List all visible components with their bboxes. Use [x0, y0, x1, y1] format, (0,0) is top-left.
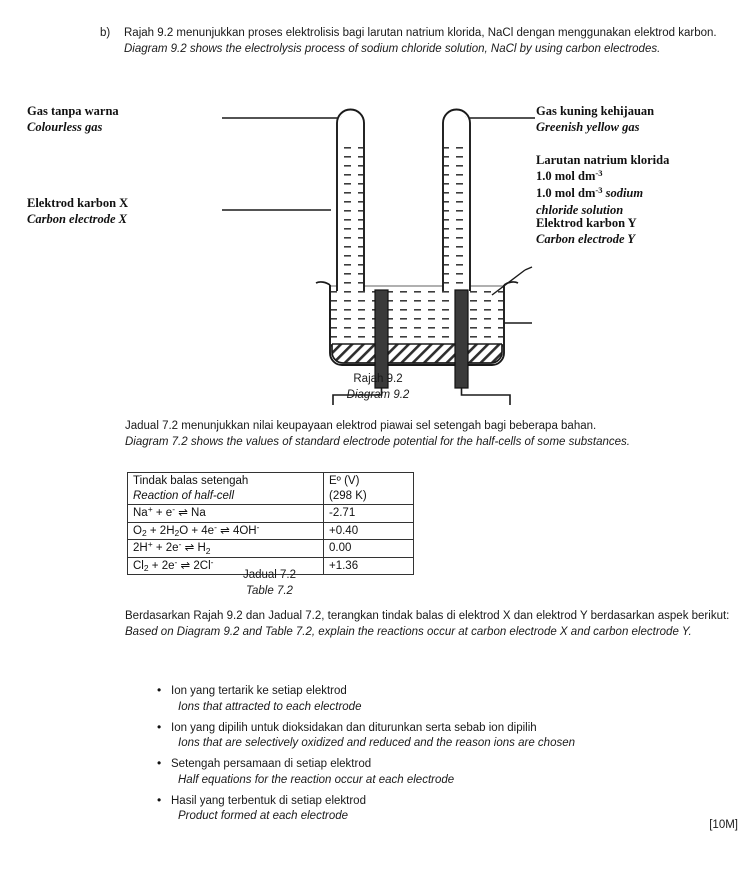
table-row: [128, 522, 414, 540]
cell-potential-0: -2.71: [324, 505, 414, 523]
bullet-2-ms: Setengah persamaan di setiap elektrod: [171, 758, 372, 770]
list-item: [155, 721, 745, 752]
label-greenish-yellow-gas: [536, 103, 654, 135]
bullet-1-ms: Ion yang dipilih untuk dioksidakan dan diturunkan serta sebab ion dipilih: [171, 721, 537, 734]
header-potential-line1: Eº (V): [329, 475, 360, 487]
list-item: [155, 757, 745, 788]
cell-potential-3: +1.36: [324, 557, 414, 575]
list-item: [155, 684, 745, 715]
header-reaction-cell: [128, 473, 324, 505]
label-solution-ms-line2: 1.0 mol $dm^{-3}$: [536, 168, 603, 183]
diagram-caption: [0, 372, 756, 403]
label-carbon-electrode-y-en: Carbon electrode Y: [536, 232, 636, 246]
table-row: [128, 540, 414, 558]
bullet-3-en: Product formed at each electrode: [178, 810, 349, 822]
cell-potential-2: 0.00: [324, 540, 414, 558]
cell-reaction-1: $O_2 + 2H_2O + 4e^-$ ⇌ 4OH-: [128, 522, 324, 540]
cell-reaction-2: 2H+ + 2e- ⇌ $H_2$: [128, 540, 324, 558]
question-stem: [124, 26, 750, 57]
diagram-caption-ms: Rajah 9.2: [353, 373, 403, 385]
instruction-block: [125, 609, 755, 640]
instruction-en: Based on Diagram 9.2 and Table 7.2, explain the reactions occur at carbon electrode X and carbon electrode Y.: [125, 625, 692, 638]
label-carbon-electrode-x-ms: Elektrod karbon X: [27, 196, 129, 210]
label-carbon-electrode-x: [27, 195, 128, 227]
electrolysis-diagram: [0, 95, 756, 405]
label-carbon-electrode-y: [536, 215, 637, 247]
instruction-ms: Berdasarkan Rajah 9.2 dan Jadual 7.2, terangkan tindak balas di elektrod X dan elektrod Y berdasarkan aspek berikut:: [125, 610, 730, 622]
header-potential-cell: [324, 473, 414, 505]
bullet-2-en: Half equations for the reaction occur at each electrode: [178, 773, 455, 786]
table-intro-en: Diagram 7.2 shows the values of standard electrode potential for the half-cells of some substances.: [125, 435, 630, 448]
label-colourless-gas-en: Colourless gas: [27, 120, 103, 134]
table-intro-ms: Jadual 7.2 menunjukkan nilai keupayaan elektrod piawai sel setengah bagi beberapa bahan.: [125, 420, 597, 432]
header-potential-line2: (298 K): [329, 489, 367, 502]
label-sodium-chloride-solution: [536, 152, 669, 218]
table-caption-ms: Jadual 7.2: [242, 569, 297, 581]
cell-potential-1: +0.40: [324, 522, 414, 540]
aspect-bullet-list: [155, 684, 745, 830]
list-item: [155, 794, 745, 825]
label-carbon-electrode-y-ms: Elektrod karbon Y: [536, 216, 637, 230]
bullet-0-en: Ions that attracted to each electrode: [178, 700, 362, 713]
label-greenish-yellow-gas-ms: Gas kuning kehijauan: [536, 104, 655, 118]
label-greenish-yellow-gas-en: Greenish yellow gas: [536, 120, 640, 134]
question-stem-english: Diagram 9.2 shows the electrolysis process of sodium chloride solution, NaCl by using carbon electrodes.: [124, 42, 661, 55]
label-solution-en-line1: 1.0 mol $dm^{-3}$ sodium: [536, 185, 644, 200]
marks-allocation: [10M]: [709, 819, 738, 831]
question-stem-malay: Rajah 9.2 menunjukkan proses elektrolisis bagi larutan natrium klorida, NaCl dengan menggunakan elektrod karbon.: [124, 27, 717, 39]
electrolysis-svg: [0, 95, 756, 405]
half-cell-table-wrapper: [127, 472, 414, 575]
question-b-block: [100, 26, 750, 57]
diagram-caption-en: Diagram 9.2: [346, 388, 410, 401]
half-cell-table-body: [128, 473, 414, 575]
table-row: [128, 505, 414, 523]
label-colourless-gas: [27, 103, 119, 135]
table-caption-en: Table 7.2: [246, 584, 293, 597]
cell-reaction-3: $Cl_2 + 2e^-$ ⇌ 2Cl-: [128, 557, 324, 575]
header-reaction-ms: Tindak balas setengah: [133, 475, 249, 487]
table-header-row: [128, 473, 414, 505]
header-reaction-en: Reaction of half-cell: [133, 489, 234, 502]
question-label: b): [100, 27, 111, 39]
label-solution-en-line2: chloride solution: [536, 203, 624, 217]
table-caption: [127, 568, 412, 599]
cell-reaction-0: Na+ + e- ⇌ Na: [128, 505, 324, 523]
bullet-3-ms: Hasil yang terbentuk di setiap elektrod: [171, 794, 366, 807]
label-solution-ms-line1: Larutan natrium klorida: [536, 153, 670, 167]
half-cell-table: [127, 472, 414, 575]
bullet-0-ms: Ion yang tertarik ke setiap elektrod: [171, 685, 347, 697]
bullet-1-en: Ions that are selectively oxidized and reduced and the reason ions are chosen: [178, 737, 576, 749]
solution-conc-sup-en: -3: [595, 185, 603, 195]
table-intro: [125, 419, 755, 450]
solution-conc-sup-ms: -3: [595, 168, 603, 178]
label-carbon-electrode-x-en: Carbon electrode X: [27, 212, 127, 226]
label-colourless-gas-ms: Gas tanpa warna: [27, 104, 119, 118]
